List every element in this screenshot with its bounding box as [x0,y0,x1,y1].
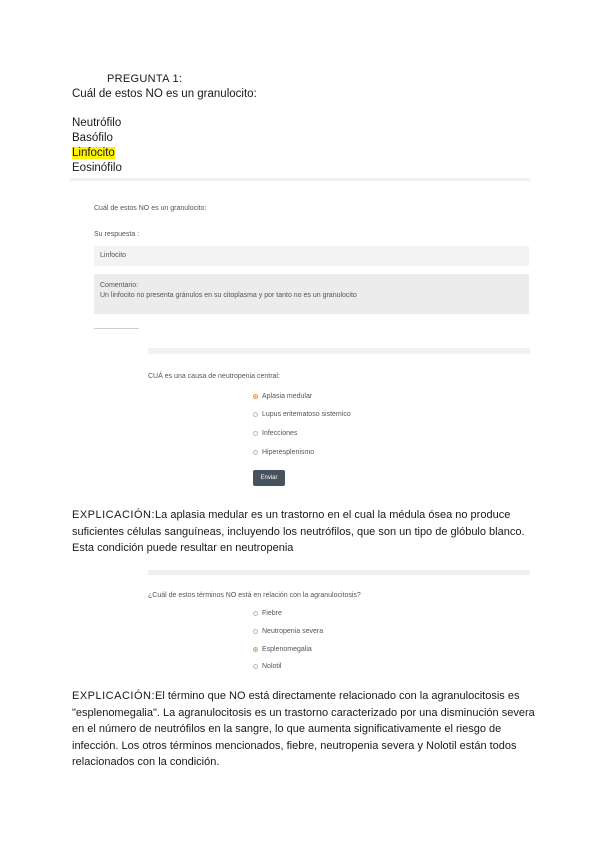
panel-question: Cuál de estos NO es un granulocito: [94,205,207,212]
radio-label: Hiperesplenismo [262,449,315,456]
form-question: CUÁ es una causa de neutropenia central: [148,373,280,380]
explanation-label: EXPLICACIÓN: [72,509,156,521]
radio-label: Neutropenia severa [262,628,324,635]
radio-option-2[interactable] [253,430,297,437]
panel-topbar [148,570,530,575]
radio-icon[interactable] [253,431,258,436]
option-basofilo: Basófilo [72,132,113,144]
question-form-panel-2 [148,570,530,680]
explanation-1 [72,507,542,557]
radio-label: Infecciones [262,430,298,437]
radio-option-1[interactable] [253,411,351,418]
radio-label: Esplenomegalia [262,646,312,653]
radio-option-2[interactable] [253,646,312,653]
highlighted-answer: Linfocito [72,147,115,159]
radio-selected-icon[interactable] [253,394,258,399]
radio-label: Lupus eritematoso sistemico [262,411,351,418]
radio-selected-icon[interactable] [253,647,258,652]
comment-text: Un linfocito no presenta gránulos en su citoplasma y por tanto no es un granulocito [100,292,357,299]
panel-topbar [70,178,530,181]
radio-label: Nolotil [262,663,282,670]
radio-option-0[interactable] [253,393,312,400]
your-answer: Linfocito [100,252,127,259]
radio-option-0[interactable] [253,610,282,617]
question-form-panel [148,348,530,493]
radio-icon[interactable] [253,664,258,669]
explanation-text: El término que NO está directamente relacionado con la agranulocitosis es "esplenomegalia". La agranulocitosis es un trastorno caracterizado por una disminución severa en el número de neutrófilos en la sangre, lo que aumenta significativamente el riesgo de infección. Los otros términos mencionados, fiebre, neutropenia severa y Nolotil están todos relacionados con la condición. [72,690,535,768]
radio-icon[interactable] [253,611,258,616]
radio-icon[interactable] [253,629,258,634]
radio-option-3[interactable] [253,449,314,456]
review-panel [70,178,530,338]
your-answer-label: Su respuesta : [94,231,140,238]
option-neutrofilo: Neutrófilo [72,117,122,129]
radio-option-1[interactable] [253,628,323,635]
comment-box [94,274,529,314]
radio-label: Aplasia medular [262,393,313,400]
radio-option-3[interactable] [253,663,281,670]
question-heading: PREGUNTA 1: [107,73,183,85]
form-question: ¿Cuál de estos términos NO está en relación con la agranulocitosis? [148,592,361,599]
explanation-label: EXPLICACIÓN: [72,690,156,702]
panel-topbar [148,348,530,354]
explanation-2 [72,688,542,771]
radio-label: Fiebre [262,610,282,617]
divider [94,328,139,329]
option-linfocito [72,146,115,161]
option-eosinofilo: Eosinófilo [72,162,122,174]
radio-icon[interactable] [253,412,258,417]
explanation-text: La aplasia medular es un trastorno en el cual la médula ósea no produce suficientes células sanguíneas, incluyendo los neutrófilos, que son un tipo de glóbulo blanco. Esta condición puede resultar en neutropenia [72,509,525,554]
answer-box [94,246,529,266]
radio-icon[interactable] [253,450,258,455]
question-text: Cuál de estos NO es un granulocito: [72,88,257,100]
comment-label: Comentario: [100,282,139,289]
send-button[interactable]: Enviar [253,470,285,486]
